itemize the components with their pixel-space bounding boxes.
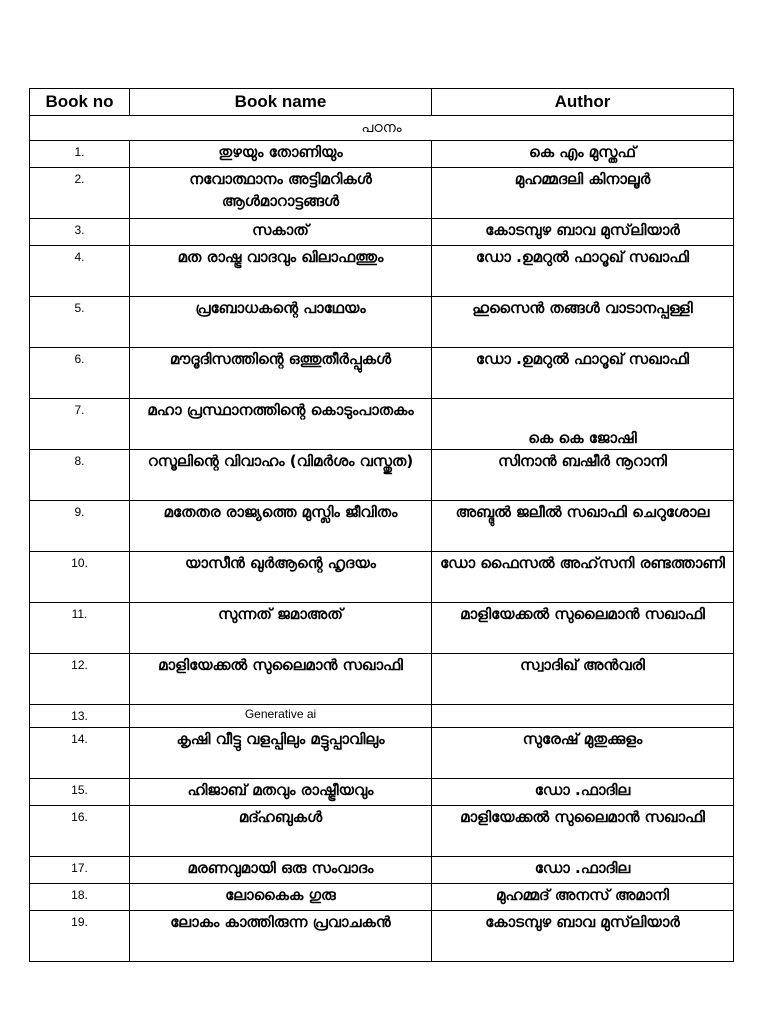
- section-row: [30, 116, 734, 141]
- row-number: 10.: [30, 552, 130, 603]
- book-name: മാളിയേക്കൽ സുലൈമാൻ സഖാഫി: [130, 654, 432, 705]
- header-book-name: Book name: [130, 89, 432, 116]
- table-row: [30, 603, 734, 654]
- book-author: സിനാൻ ബഷീർ നൂറാനി: [432, 450, 734, 501]
- book-author: ഡോ .ഉമറുൽ ഫാറൂഖ് സഖാഫി: [432, 348, 734, 399]
- table-row: [30, 141, 734, 168]
- book-author: കെ എം മുസ്തഫ്: [432, 141, 734, 168]
- book-author: ഡോ ഫൈസൽ അഹ്‌സനി രണ്ടത്താണി: [432, 552, 734, 603]
- book-author: മാളിയേക്കൽ സുലൈമാൻ സഖാഫി: [432, 806, 734, 857]
- row-number: 7.: [30, 399, 130, 450]
- book-name: മത രാഷ്ട്ര വാദവും ഖിലാഫത്തും: [130, 246, 432, 297]
- row-number: 12.: [30, 654, 130, 705]
- book-author: [432, 705, 734, 728]
- book-author: മാളിയേക്കൽ സുലൈമാൻ സഖാഫി: [432, 603, 734, 654]
- book-name: സകാത്: [130, 219, 432, 246]
- table-row: [30, 297, 734, 348]
- table-row: [30, 705, 734, 728]
- table-row: [30, 857, 734, 884]
- book-name: മരണവുമായി ഒരു സംവാദം: [130, 857, 432, 884]
- header-row: [30, 89, 734, 116]
- row-number: 13.: [30, 705, 130, 728]
- book-name: മദ്ഹബുകൾ: [130, 806, 432, 857]
- row-number: 17.: [30, 857, 130, 884]
- row-number: 6.: [30, 348, 130, 399]
- row-number: 3.: [30, 219, 130, 246]
- book-author: ഡോ .ഫാദില: [432, 779, 734, 806]
- table-row: [30, 552, 734, 603]
- table-row: [30, 779, 734, 806]
- book-table: [29, 88, 734, 962]
- book-name: മഹാ പ്രസ്ഥാനത്തിന്റെ കൊടുംപാതകം: [130, 399, 432, 450]
- book-name: ലോകം കാത്തിരുന്ന പ്രവാചകൻ: [130, 911, 432, 962]
- book-name: റസൂലിന്റെ വിവാഹം (വിമർശം വസ്തുത): [130, 450, 432, 501]
- header-book-no: Book no: [30, 89, 130, 116]
- table-row: [30, 450, 734, 501]
- table-row: [30, 168, 734, 219]
- book-author: കോടമ്പുഴ ബാവ മുസ്‌ലിയാർ: [432, 911, 734, 962]
- book-name: ലോകൈക ഗുരു: [130, 884, 432, 911]
- book-author: ഡോ .ഫാദില: [432, 857, 734, 884]
- row-number: 14.: [30, 728, 130, 779]
- table-row: [30, 348, 734, 399]
- book-author: അബ്ദുൽ ജലീൽ സഖാഫി ചെറുശോല: [432, 501, 734, 552]
- header-author: Author: [432, 89, 734, 116]
- book-author: മുഹമ്മദ് അനസ് അമാനി: [432, 884, 734, 911]
- book-name: Generative ai: [130, 705, 432, 728]
- book-author: സ്വാദിഖ് അൻവരി: [432, 654, 734, 705]
- row-number: 19.: [30, 911, 130, 962]
- book-name: യാസീൻ ഖുർആന്റെ ഹൃദയം: [130, 552, 432, 603]
- book-name: പ്രബോധകന്റെ പാഥേയം: [130, 297, 432, 348]
- table-row: [30, 654, 734, 705]
- book-name: സുന്നത് ജമാഅത്: [130, 603, 432, 654]
- row-number: 16.: [30, 806, 130, 857]
- row-number: 5.: [30, 297, 130, 348]
- table-row: [30, 246, 734, 297]
- book-author: കെ കെ ജോഷി: [432, 399, 734, 450]
- section-label: പഠനം: [30, 116, 734, 141]
- row-number: 1.: [30, 141, 130, 168]
- book-author: ഡോ .ഉമറുൽ ഫാറൂഖ് സഖാഫി: [432, 246, 734, 297]
- row-number: 15.: [30, 779, 130, 806]
- table-row: [30, 884, 734, 911]
- table-row: [30, 219, 734, 246]
- row-number: 9.: [30, 501, 130, 552]
- book-author: ഹുസൈൻ തങ്ങൾ വാടാനപ്പള്ളി: [432, 297, 734, 348]
- row-number: 11.: [30, 603, 130, 654]
- book-name: മൗദൂദിസത്തിന്റെ ഒത്തുതീർപ്പുകൾ: [130, 348, 432, 399]
- row-number: 18.: [30, 884, 130, 911]
- table-row: [30, 806, 734, 857]
- book-name: മതേതര രാജ്യത്തെ മുസ്ലിം ജീവിതം: [130, 501, 432, 552]
- table-row: [30, 399, 734, 450]
- book-author: കോടമ്പുഴ ബാവ മുസ്‌ലിയാർ: [432, 219, 734, 246]
- row-number: 4.: [30, 246, 130, 297]
- book-author: സുരേഷ് മുതുക്കുളം: [432, 728, 734, 779]
- book-name: നവോത്ഥാനം അട്ടിമറികൾ ആൾമാറാട്ടങ്ങൾ: [130, 168, 432, 219]
- book-list-sheet: [29, 88, 733, 962]
- book-name: തുഴയും തോണിയും: [130, 141, 432, 168]
- table-row: [30, 911, 734, 962]
- row-number: 2.: [30, 168, 130, 219]
- book-name: കൃഷി വീട്ടു വളപ്പിലും മട്ടുപ്പാവിലും: [130, 728, 432, 779]
- table-row: [30, 728, 734, 779]
- table-row: [30, 501, 734, 552]
- book-author: മുഹമ്മദലി കിനാലൂർ: [432, 168, 734, 219]
- book-name: ഹിജാബ് മതവും രാഷ്ട്രീയവും: [130, 779, 432, 806]
- row-number: 8.: [30, 450, 130, 501]
